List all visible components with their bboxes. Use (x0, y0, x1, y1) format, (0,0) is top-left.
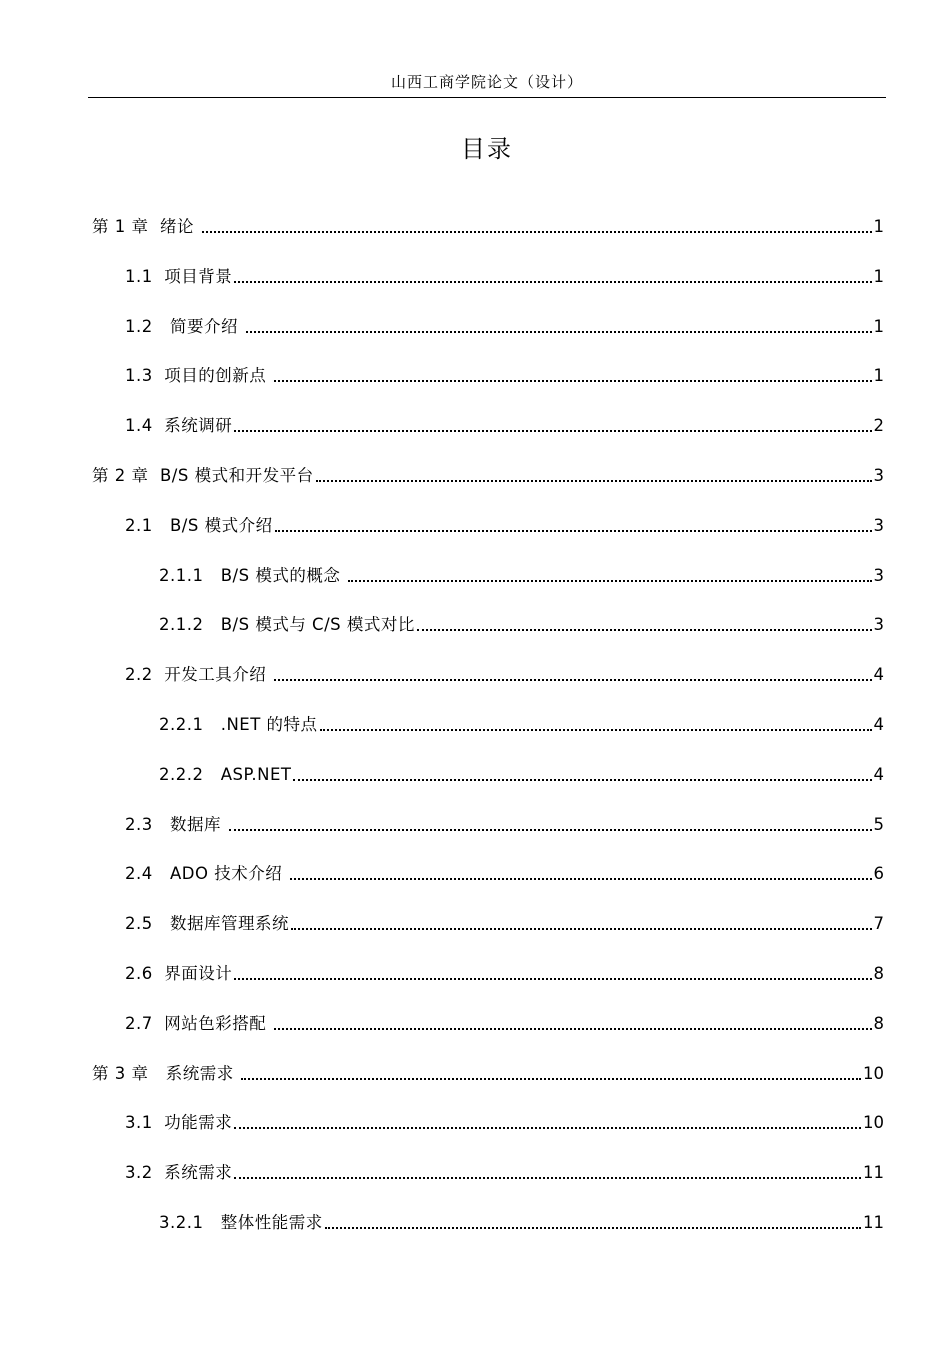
dot-leader (241, 1078, 861, 1080)
toc-entry-label: 2.6 界面设计 (125, 964, 233, 983)
toc-entry[interactable] (125, 958, 884, 986)
toc-entry[interactable] (92, 460, 884, 488)
toc-entry[interactable] (125, 858, 884, 886)
toc-entry[interactable] (125, 510, 884, 538)
toc-entry[interactable] (125, 410, 884, 438)
toc-entry-label: 1.1 项目背景 (125, 266, 233, 286)
toc-entry[interactable] (125, 1157, 884, 1185)
toc-entry-label: 1.2 简要介绍 (125, 316, 244, 336)
toc-entry-label: 3.1 功能需求 (125, 1113, 233, 1133)
toc-entry[interactable] (125, 908, 884, 936)
toc-entry-page: 10 (863, 1113, 884, 1133)
toc-entry-label: 3.2.1 整体性能需求 (159, 1213, 323, 1232)
dot-leader (291, 928, 872, 930)
toc-entry-page: 10 (863, 1063, 884, 1083)
toc-entry-label: 2.5 数据库管理系统 (125, 914, 289, 934)
dot-leader (229, 829, 872, 831)
toc-entry-page: 1 (873, 217, 884, 236)
toc-entry[interactable] (125, 311, 884, 339)
toc-entry-page: 3 (873, 615, 884, 635)
toc-entry-label: 2.2 开发工具介绍 (125, 665, 272, 685)
dot-leader (325, 1227, 861, 1229)
toc-entry[interactable] (159, 560, 884, 588)
toc-entry-page: 1 (873, 316, 884, 336)
toc-entry-page: 6 (873, 864, 884, 884)
dot-leader (275, 530, 872, 532)
toc-entry[interactable] (159, 1207, 884, 1235)
toc-title: 目录 (461, 135, 513, 163)
toc-entry-label: 2.7 网站色彩搭配 (125, 1013, 272, 1033)
toc-entry-page: 1 (873, 266, 884, 286)
toc-entry-label: 2.4 ADO 技术介绍 (125, 864, 288, 884)
toc-entry-label: 第 3 章 系统需求 (92, 1063, 240, 1083)
dot-leader (234, 1177, 861, 1179)
dot-leader (234, 978, 871, 980)
toc-entry-page: 1 (873, 366, 884, 386)
toc-entry-label: 2.2.1 .NET 的特点 (159, 715, 318, 734)
toc-entry-label: 2.1.2 B/S 模式与 C/S 模式对比 (159, 615, 415, 635)
dot-leader (274, 679, 872, 681)
dot-leader (274, 380, 872, 382)
toc-entry-page: 5 (873, 814, 884, 834)
toc-entry-page: 11 (863, 1213, 884, 1232)
toc-entry[interactable] (125, 360, 884, 388)
dot-leader (274, 1028, 872, 1030)
toc-entry[interactable] (125, 1008, 884, 1036)
toc-entry-page: 3 (873, 466, 884, 485)
toc-entry-page: 2 (873, 416, 884, 436)
toc-entry-label: 2.1.1 B/S 模式的概念 (159, 565, 347, 585)
toc-entry[interactable] (92, 211, 884, 239)
toc-entry-page: 11 (863, 1163, 884, 1183)
dot-leader (234, 430, 871, 432)
dot-leader (316, 480, 872, 482)
dot-leader (290, 878, 872, 880)
toc-entry-label: 2.1 B/S 模式介绍 (125, 515, 273, 535)
toc-entry-label: 1.4 系统调研 (125, 416, 233, 436)
toc-entry-label: 2.3 数据库 (125, 814, 227, 834)
toc-entry-label: 第 2 章 B/S 模式和开发平台 (92, 466, 314, 485)
toc-entry-page: 4 (873, 715, 884, 734)
header-rule (88, 97, 886, 98)
toc-entry-label: 第 1 章 绪论 (92, 217, 200, 236)
toc-entry-page: 4 (873, 764, 884, 784)
toc-entry[interactable] (92, 1058, 884, 1086)
toc-entry[interactable] (159, 609, 884, 637)
dot-leader (348, 580, 871, 582)
dot-leader (320, 729, 872, 731)
page-header: 山西工商学院论文（设计） (390, 73, 583, 91)
toc-entry-page: 3 (873, 565, 884, 585)
toc-entry-page: 8 (873, 964, 884, 983)
toc-entry-page: 3 (873, 515, 884, 535)
dot-leader (234, 1127, 861, 1129)
toc-entry-page: 7 (873, 914, 884, 934)
toc-entry[interactable] (125, 1107, 884, 1135)
toc-entry-label: 3.2 系统需求 (125, 1163, 233, 1183)
dot-leader (234, 281, 871, 283)
toc-entry-page: 8 (873, 1013, 884, 1033)
toc-entry-label: 2.2.2 ASP.NET (159, 764, 292, 784)
toc-entry-page: 4 (873, 665, 884, 685)
toc-entry[interactable] (125, 809, 884, 837)
toc-entry[interactable] (159, 709, 884, 737)
dot-leader (293, 779, 871, 781)
toc-entry[interactable] (125, 261, 884, 289)
dot-leader (246, 331, 872, 333)
toc-entry-label: 1.3 项目的创新点 (125, 366, 272, 386)
dot-leader (417, 629, 872, 631)
toc-entry[interactable] (125, 659, 884, 687)
toc-entry[interactable] (159, 759, 884, 787)
dot-leader (202, 231, 872, 233)
